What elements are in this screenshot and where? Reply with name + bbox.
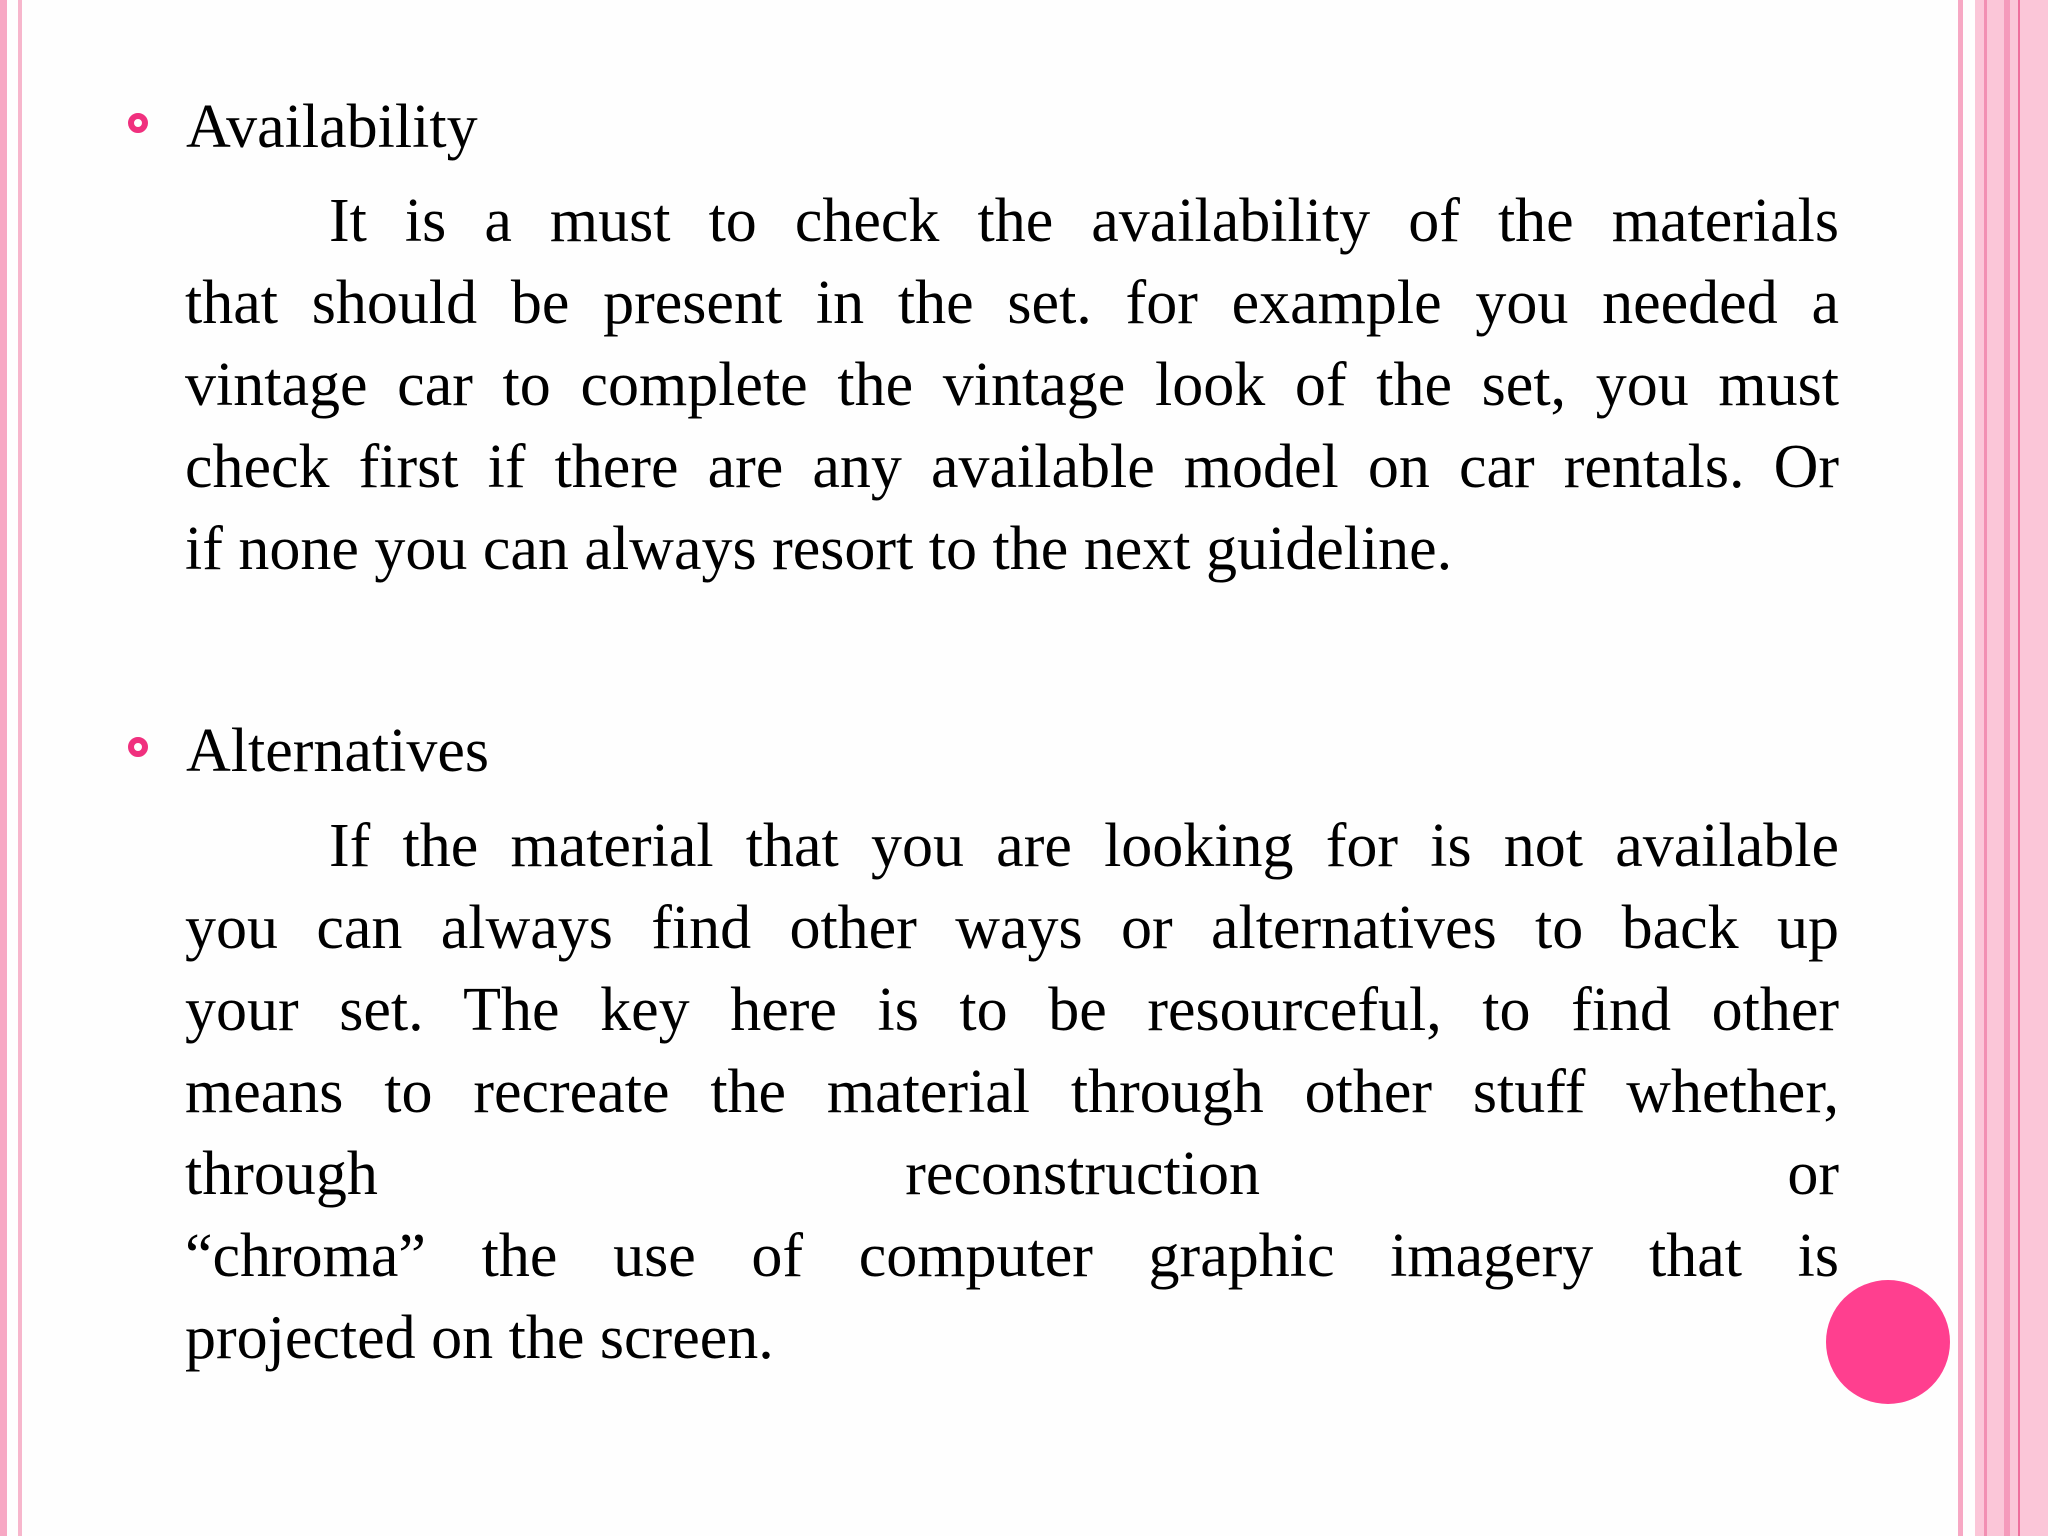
body-line: you can always find other ways or alternatives to back up [185, 894, 1839, 962]
right-frame-stripe [2004, 0, 2010, 1536]
left-frame-inner-line [18, 0, 22, 1536]
body-line: means to recreate the material through other stuff whether, [185, 1058, 1839, 1126]
body-line: your set. The key here is to be resourceful, to find other [185, 976, 1839, 1044]
body-line: through reconstruction or [185, 1140, 1839, 1208]
body-line: vintage car to complete the vintage look of the set, you must [185, 351, 1839, 419]
pink-circle-icon [1826, 1280, 1950, 1404]
body-line: check first if there are any available model on car rentals. Or [185, 433, 1839, 501]
right-frame-line [1958, 0, 1963, 1536]
right-frame-stripe [1984, 0, 1987, 1536]
body-line: “chroma” the use of computer graphic imagery that is [185, 1222, 1839, 1290]
section-heading-alternatives: Alternatives [186, 717, 490, 785]
section-heading-availability: Availability [186, 93, 478, 161]
body-line: If the material that you are looking for is not available [329, 812, 1839, 880]
body-line: if none you can always resort to the next guideline. [185, 515, 1453, 583]
left-frame-line [0, 0, 7, 1536]
ring-bullet-icon [128, 737, 148, 757]
right-frame-stripe [2018, 0, 2020, 1536]
section-body-availability [185, 180, 1839, 590]
body-line: projected on the screen. [185, 1304, 774, 1372]
body-line: It is a must to check the availability of the materials [329, 187, 1839, 255]
section-body-alternatives [185, 805, 1839, 1379]
ring-bullet-icon [128, 113, 148, 133]
body-line: that should be present in the set. for example you needed a [185, 269, 1839, 337]
